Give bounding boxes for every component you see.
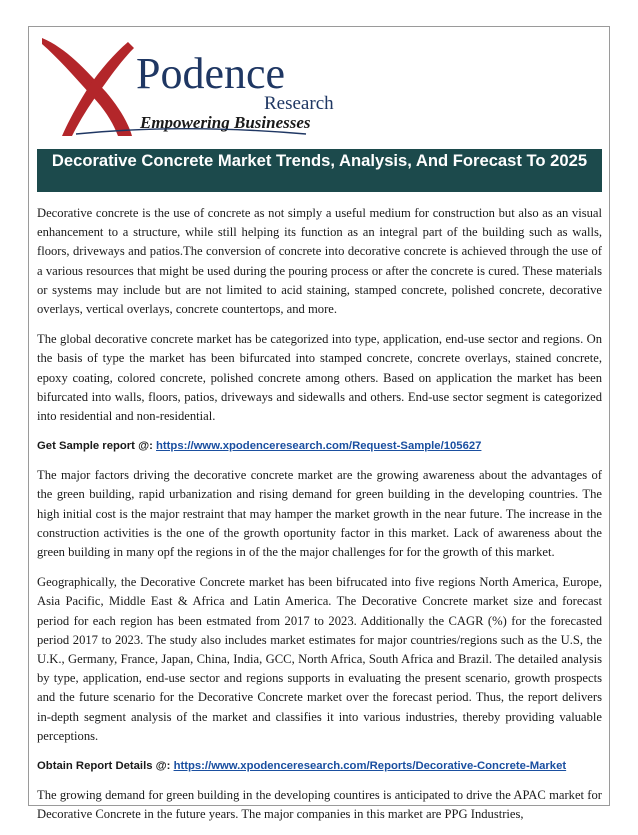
- sample-report-line: [37, 437, 602, 455]
- report-details-label: Obtain Report Details @:: [37, 760, 174, 773]
- paragraph-drivers: The major factors driving the decorative concrete market are the growing awareness about the advantages of the green building, rapid urbanization and rising demand for green building in the developing countries. The high initial cost is the major restraint that may hamper the market growth in the near future. The increase in the construction activities is the one of the growth oportunity factor in this market. Lack of awareness about the green building in many opf the regions in of the the major challenges for for the growth of this market.: [37, 468, 602, 560]
- paragraph-geography: Geographically, the Decorative Concrete market has been bifrucated into five regions North America, Europe, Asia Pacific, Middle East & Africa and Latin America. The Decorative Concrete market size and forecast period for each region has been estmated from 2017 to 2023. Additionally the CAGR (%) for the forecasted period 2017 to 2023. The study also includes market estimates for major countries/regions such as the U.S, the U.K., Germany, France, Japan, China, India, GCC, North Africa, South Africa and Brazil. The detailed analysis by type, application, end-use sector and regions supports in evaluating the present scenario, growth prospects and the future scenario for the Decorative Concrete market over the forecast period. Thus, the report delivers in-depth segment analysis of the market and classifies it into various industries, thereby providing valuable perceptions.: [37, 575, 602, 743]
- logo-tagline: Empowering Businesses: [140, 113, 311, 132]
- paragraph-apac: The growing demand for green building in the developing countires is anticipated to drive the APAC market for Decorative Concrete in the future years. The major companies in this market are PPG Industries,: [37, 788, 602, 822]
- report-body: [37, 204, 602, 835]
- xpodence-logo: [36, 30, 336, 142]
- sample-report-label: Get Sample report @:: [37, 440, 156, 453]
- logo-brand-sub: Research: [264, 93, 334, 114]
- report-title: Decorative Concrete Market Trends, Analysis, And Forecast To 2025: [37, 149, 602, 192]
- sample-report-link[interactable]: https://www.xpodenceresearch.com/Request-Sample/105627: [156, 440, 482, 453]
- logo-x-mark: [36, 30, 134, 136]
- paragraph-segmentation: The global decorative concrete market has be categorized into type, application, end-use sector and regions. On the basis of type the market has been bifurcated into stamped concrete, concrete overlays, stained concrete, epoxy coating, colored concrete, polished concrete among others. Based on application the market has been bifurcated into walls, floors, patios, driveways and sidewalls and others. End-use sector segment is categorized into residential and non-residential.: [37, 332, 602, 424]
- paragraph-intro: Decorative concrete is the use of concrete as not simply a useful medium for construction but also as an visual enhancement to a structure, while still helping its function as an integral part of the building such as walls, floors, driveways and patios.The conversion of concrete into decorative concrete is achieved through the use of a various resources that might be used during the pouring process or after the concrete is cured. These materials or systems may include but are not limited to acid staining, stamped concrete, polished concrete, decorative overlays, vertical overlays, concrete countertops, and more.: [37, 206, 602, 317]
- report-details-link[interactable]: https://www.xpodenceresearch.com/Reports/Decorative-Concrete-Market: [173, 760, 567, 773]
- report-details-line: [37, 757, 602, 775]
- logo-brand-name: Podence: [136, 49, 286, 98]
